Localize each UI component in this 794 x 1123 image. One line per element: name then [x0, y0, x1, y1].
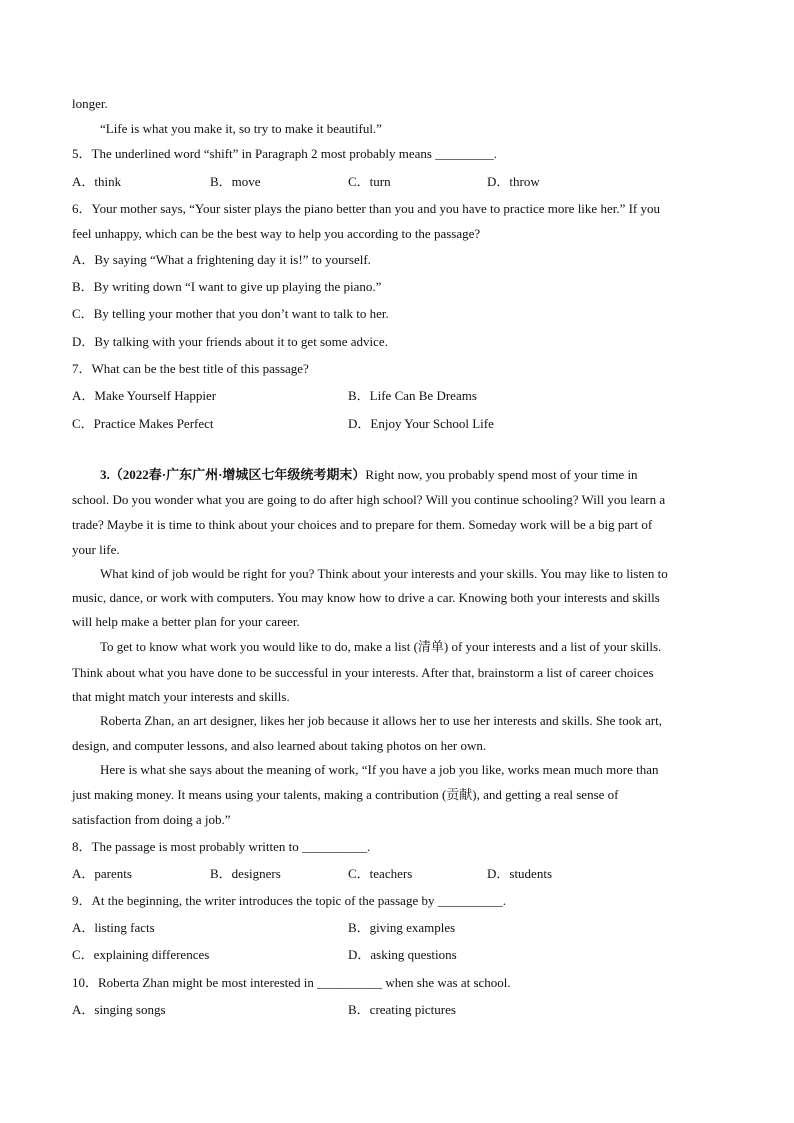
passage-3-line: trade? Maybe it is time to think about your choices and to prepare for them. Someday work will be a big part of: [72, 517, 653, 532]
question-9-option-c: C．explaining differences: [72, 947, 210, 962]
passage-3-first-line: [100, 467, 638, 483]
question-6-option-d: D．By talking with your friends about it to get some advice.: [72, 334, 388, 349]
passage-quote-line: “Life is what you make it, so try to make it beautiful.”: [100, 121, 382, 136]
passage-3-line: To get to know what work you would like to do, make a list (清单) of your interests and a list of your skills.: [100, 639, 662, 654]
passage-3-line: your life.: [72, 542, 120, 557]
question-8-option-a: A．parents: [72, 866, 132, 881]
question-7-stem: 7．What can be the best title of this passage?: [72, 361, 309, 376]
question-7-option-d: D．Enjoy Your School Life: [348, 416, 494, 431]
passage-3-line: music, dance, or work with computers. You may know how to drive a car. Knowing both your interests and skills: [72, 590, 660, 605]
passage-3-line: that might match your interests and skills.: [72, 689, 290, 704]
question-9-option-d: D．asking questions: [348, 947, 457, 962]
question-6-option-a: A．By saying “What a frightening day it is!” to yourself.: [72, 252, 371, 267]
passage-3-line: Here is what she says about the meaning of work, “If you have a job you like, works mean much more than: [100, 762, 659, 777]
question-6-option-b: B．By writing down “I want to give up playing the piano.”: [72, 279, 382, 294]
question-5-option-d: D．throw: [487, 174, 540, 189]
passage-3-line: What kind of job would be right for you? Think about your interests and your skills. You may like to listen to: [100, 566, 668, 581]
question-8-stem: 8．The passage is most probably written to __________.: [72, 839, 371, 854]
question-8-option-d: D．students: [487, 866, 553, 881]
question-9-option-b: B．giving examples: [348, 920, 456, 935]
passage-text-line: longer.: [72, 96, 108, 111]
question-9-option-a: A．listing facts: [72, 920, 155, 935]
question-5-stem: 5．The underlined word “shift” in Paragraph 2 most probably means _________.: [72, 146, 497, 161]
question-10-option-a: A．singing songs: [72, 1002, 166, 1017]
question-5-option-a: A．think: [72, 174, 122, 189]
passage-3-source: 3.（2022春·广东广州·增城区七年级统考期末）: [100, 467, 366, 482]
question-5-option-b: B．move: [210, 174, 261, 189]
passage-3-text: Right now, you probably spend most of your time in: [365, 467, 638, 482]
question-8-option-c: C．teachers: [348, 866, 413, 881]
question-6-stem-line-1: 6．Your mother says, “Your sister plays the piano better than you and you have to practice more like her.” If you: [72, 201, 661, 216]
question-6-stem-line-2: feel unhappy, which can be the best way to help you according to the passage?: [72, 226, 481, 241]
passage-3-line: school. Do you wonder what you are going to do after high school? Will you continue schooling? Will you learn a: [72, 492, 666, 507]
question-6-option-c: C．By telling your mother that you don’t want to talk to her.: [72, 306, 389, 321]
question-10-stem: 10．Roberta Zhan might be most interested in __________ when she was at school.: [72, 975, 511, 990]
passage-3-line: satisfaction from doing a job.”: [72, 812, 231, 827]
question-7-option-b: B．Life Can Be Dreams: [348, 388, 477, 403]
passage-3-line: Think about what you have done to be successful in your interests. After that, brainstorm a list of career choices: [72, 665, 654, 680]
passage-3-line: just making money. It means using your talents, making a contribution (贡献), and getting a real sense of: [72, 787, 619, 802]
question-5-option-c: C．turn: [348, 174, 391, 189]
passage-3-line: will help make a better plan for your career.: [72, 614, 300, 629]
question-10-option-b: B．creating pictures: [348, 1002, 456, 1017]
question-7-option-c: C．Practice Makes Perfect: [72, 416, 214, 431]
question-9-stem: 9．At the beginning, the writer introduces the topic of the passage by __________.: [72, 893, 506, 908]
question-7-option-a: A．Make Yourself Happier: [72, 388, 217, 403]
passage-3-line: design, and computer lessons, and also learned about taking photos on her own.: [72, 738, 487, 753]
question-8-option-b: B．designers: [210, 866, 281, 881]
passage-3-line: Roberta Zhan, an art designer, likes her job because it allows her to use her interests and skills. She took art,: [100, 713, 662, 728]
